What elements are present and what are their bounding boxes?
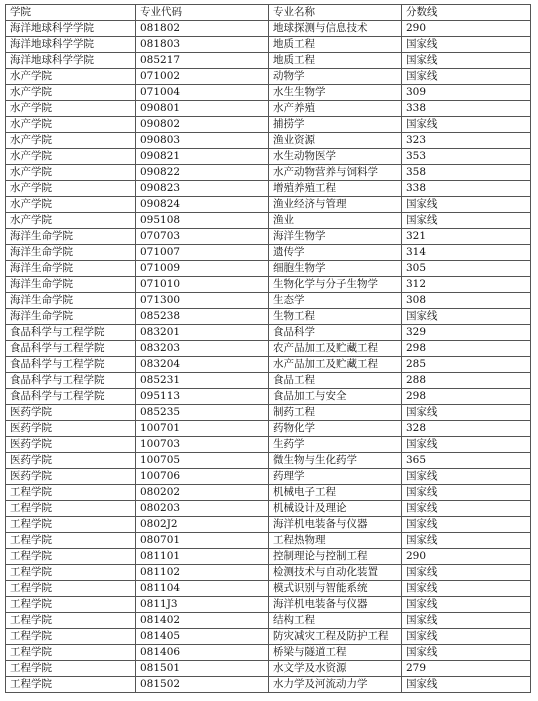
cell-major-code: 081803: [136, 37, 269, 53]
cell-major-code: 090821: [136, 149, 269, 165]
cell-major-name: 药物化学: [269, 421, 402, 437]
cell-score-line: 298: [402, 389, 531, 405]
table-row: [6, 517, 531, 533]
table-row: [6, 469, 531, 485]
cell-college: 工程学院: [6, 613, 136, 629]
cell-major-code: 090823: [136, 181, 269, 197]
cell-score-line: 国家线: [402, 37, 531, 53]
cell-major-code: 083203: [136, 341, 269, 357]
cell-college: 水产学院: [6, 197, 136, 213]
cell-major-code: 081402: [136, 613, 269, 629]
cell-major-code: 0802J2: [136, 517, 269, 533]
cell-major-name: 细胞生物学: [269, 261, 402, 277]
cell-major-name: 食品科学: [269, 325, 402, 341]
cell-major-name: 海洋机电装备与仪器: [269, 517, 402, 533]
cell-major-name: 机械设计及理论: [269, 501, 402, 517]
cell-major-name: 食品工程: [269, 373, 402, 389]
cell-major-name: 控制理论与控制工程: [269, 549, 402, 565]
cell-score-line: 国家线: [402, 629, 531, 645]
table-row: [6, 357, 531, 373]
cell-score-line: 国家线: [402, 117, 531, 133]
table-row: [6, 581, 531, 597]
table-row: [6, 565, 531, 581]
cell-major-code: 0811J3: [136, 597, 269, 613]
cell-college: 水产学院: [6, 149, 136, 165]
table-row: [6, 421, 531, 437]
cell-major-code: 090802: [136, 117, 269, 133]
cell-score-line: 国家线: [402, 501, 531, 517]
cell-major-code: 081101: [136, 549, 269, 565]
cell-college: 医药学院: [6, 469, 136, 485]
cell-score-line: 国家线: [402, 485, 531, 501]
cell-college: 海洋生命学院: [6, 229, 136, 245]
table-row: [6, 53, 531, 69]
cell-college: 海洋地球科学学院: [6, 37, 136, 53]
cell-score-line: 国家线: [402, 197, 531, 213]
cell-college: 海洋生命学院: [6, 277, 136, 293]
cell-score-line: 国家线: [402, 677, 531, 693]
cell-score-line: 国家线: [402, 645, 531, 661]
cell-major-code: 071010: [136, 277, 269, 293]
cell-college: 医药学院: [6, 405, 136, 421]
cell-major-code: 090822: [136, 165, 269, 181]
header-major-code: 专业代码: [136, 5, 269, 21]
cell-major-name: 食品加工与安全: [269, 389, 402, 405]
cell-college: 食品科学与工程学院: [6, 389, 136, 405]
cell-major-code: 081102: [136, 565, 269, 581]
cell-college: 工程学院: [6, 597, 136, 613]
cell-score-line: 国家线: [402, 581, 531, 597]
cell-score-line: 290: [402, 21, 531, 37]
table-row: [6, 293, 531, 309]
cell-college: 水产学院: [6, 101, 136, 117]
score-table: [5, 4, 531, 693]
cell-score-line: 国家线: [402, 597, 531, 613]
cell-score-line: 288: [402, 373, 531, 389]
cell-college: 水产学院: [6, 133, 136, 149]
cell-score-line: 321: [402, 229, 531, 245]
cell-score-line: 312: [402, 277, 531, 293]
cell-college: 医药学院: [6, 437, 136, 453]
cell-score-line: 338: [402, 181, 531, 197]
cell-college: 医药学院: [6, 453, 136, 469]
table-row: [6, 261, 531, 277]
cell-major-name: 渔业资源: [269, 133, 402, 149]
cell-major-code: 090803: [136, 133, 269, 149]
table-row: [6, 629, 531, 645]
cell-major-name: 防灾减灾工程及防护工程: [269, 629, 402, 645]
cell-major-name: 生态学: [269, 293, 402, 309]
cell-college: 水产学院: [6, 85, 136, 101]
cell-college: 海洋生命学院: [6, 293, 136, 309]
cell-score-line: 国家线: [402, 405, 531, 421]
table-row: [6, 453, 531, 469]
cell-college: 食品科学与工程学院: [6, 373, 136, 389]
header-major-name: 专业名称: [269, 5, 402, 21]
cell-score-line: 国家线: [402, 69, 531, 85]
cell-score-line: 353: [402, 149, 531, 165]
table-row: [6, 21, 531, 37]
cell-score-line: 323: [402, 133, 531, 149]
cell-major-name: 地质工程: [269, 53, 402, 69]
cell-score-line: 国家线: [402, 213, 531, 229]
cell-major-name: 水产品加工及贮藏工程: [269, 357, 402, 373]
cell-major-code: 100701: [136, 421, 269, 437]
cell-score-line: 328: [402, 421, 531, 437]
cell-college: 水产学院: [6, 213, 136, 229]
cell-major-code: 080203: [136, 501, 269, 517]
cell-college: 工程学院: [6, 501, 136, 517]
table-row: [6, 133, 531, 149]
cell-major-name: 微生物与生化药学: [269, 453, 402, 469]
cell-major-name: 结构工程: [269, 613, 402, 629]
cell-score-line: 358: [402, 165, 531, 181]
cell-major-name: 海洋生物学: [269, 229, 402, 245]
cell-major-code: 100703: [136, 437, 269, 453]
cell-college: 海洋生命学院: [6, 245, 136, 261]
cell-major-code: 081501: [136, 661, 269, 677]
table-row: [6, 101, 531, 117]
cell-major-code: 071007: [136, 245, 269, 261]
cell-college: 食品科学与工程学院: [6, 325, 136, 341]
table-row: [6, 69, 531, 85]
cell-major-code: 090824: [136, 197, 269, 213]
cell-college: 海洋生命学院: [6, 309, 136, 325]
table-row: [6, 309, 531, 325]
cell-college: 海洋生命学院: [6, 261, 136, 277]
table-row: [6, 325, 531, 341]
table-row: [6, 661, 531, 677]
cell-major-name: 生物化学与分子生物学: [269, 277, 402, 293]
cell-college: 海洋地球科学学院: [6, 21, 136, 37]
cell-major-code: 071009: [136, 261, 269, 277]
table-row: [6, 485, 531, 501]
header-college: 学院: [6, 5, 136, 21]
cell-major-name: 药理学: [269, 469, 402, 485]
cell-major-name: 地球探测与信息技术: [269, 21, 402, 37]
table-row: [6, 213, 531, 229]
cell-major-name: 工程热物理: [269, 533, 402, 549]
cell-major-code: 080202: [136, 485, 269, 501]
cell-major-name: 渔业经济与管理: [269, 197, 402, 213]
cell-major-name: 水力学及河流动力学: [269, 677, 402, 693]
table-row: [6, 597, 531, 613]
cell-college: 水产学院: [6, 117, 136, 133]
table-row: [6, 117, 531, 133]
cell-major-name: 水产养殖: [269, 101, 402, 117]
cell-college: 工程学院: [6, 645, 136, 661]
table-row: [6, 373, 531, 389]
cell-major-code: 081405: [136, 629, 269, 645]
score-table-container: [5, 4, 531, 693]
cell-college: 工程学院: [6, 533, 136, 549]
cell-major-code: 080701: [136, 533, 269, 549]
cell-major-code: 100706: [136, 469, 269, 485]
cell-college: 食品科学与工程学院: [6, 357, 136, 373]
cell-score-line: 国家线: [402, 517, 531, 533]
table-row: [6, 85, 531, 101]
cell-college: 水产学院: [6, 69, 136, 85]
cell-college: 水产学院: [6, 181, 136, 197]
cell-major-name: 水文学及水资源: [269, 661, 402, 677]
cell-score-line: 国家线: [402, 53, 531, 69]
table-row: [6, 645, 531, 661]
table-row: [6, 37, 531, 53]
cell-major-name: 渔业: [269, 213, 402, 229]
cell-major-name: 增殖养殖工程: [269, 181, 402, 197]
cell-college: 工程学院: [6, 581, 136, 597]
cell-score-line: 308: [402, 293, 531, 309]
cell-major-code: 085238: [136, 309, 269, 325]
cell-college: 工程学院: [6, 661, 136, 677]
cell-major-code: 085235: [136, 405, 269, 421]
table-row: [6, 149, 531, 165]
cell-major-name: 水生生物学: [269, 85, 402, 101]
table-row: [6, 677, 531, 693]
cell-college: 海洋地球科学学院: [6, 53, 136, 69]
cell-score-line: 365: [402, 453, 531, 469]
cell-major-name: 水产动物营养与饲料学: [269, 165, 402, 181]
table-row: [6, 229, 531, 245]
table-row: [6, 405, 531, 421]
cell-college: 工程学院: [6, 565, 136, 581]
cell-major-code: 071300: [136, 293, 269, 309]
cell-major-name: 生物工程: [269, 309, 402, 325]
cell-score-line: 305: [402, 261, 531, 277]
cell-score-line: 279: [402, 661, 531, 677]
table-row: [6, 245, 531, 261]
cell-major-name: 遗传学: [269, 245, 402, 261]
cell-college: 工程学院: [6, 677, 136, 693]
cell-major-code: 090801: [136, 101, 269, 117]
cell-college: 工程学院: [6, 485, 136, 501]
cell-major-code: 085231: [136, 373, 269, 389]
cell-major-code: 081802: [136, 21, 269, 37]
cell-score-line: 285: [402, 357, 531, 373]
cell-major-code: 083201: [136, 325, 269, 341]
cell-major-code: 095108: [136, 213, 269, 229]
cell-major-code: 083204: [136, 357, 269, 373]
cell-major-name: 农产品加工及贮藏工程: [269, 341, 402, 357]
table-row: [6, 549, 531, 565]
cell-score-line: 国家线: [402, 565, 531, 581]
cell-score-line: 国家线: [402, 469, 531, 485]
cell-major-code: 081104: [136, 581, 269, 597]
table-row: [6, 389, 531, 405]
cell-college: 水产学院: [6, 165, 136, 181]
cell-major-name: 动物学: [269, 69, 402, 85]
cell-major-name: 机械电子工程: [269, 485, 402, 501]
table-body: [6, 21, 531, 693]
cell-score-line: 309: [402, 85, 531, 101]
table-row: [6, 501, 531, 517]
cell-college: 医药学院: [6, 421, 136, 437]
table-row: [6, 613, 531, 629]
cell-major-name: 模式识别与智能系统: [269, 581, 402, 597]
cell-major-code: 071004: [136, 85, 269, 101]
cell-score-line: 国家线: [402, 613, 531, 629]
cell-major-name: 地质工程: [269, 37, 402, 53]
cell-college: 食品科学与工程学院: [6, 341, 136, 357]
table-row: [6, 197, 531, 213]
cell-major-name: 水生动物医学: [269, 149, 402, 165]
cell-college: 工程学院: [6, 629, 136, 645]
cell-college: 工程学院: [6, 517, 136, 533]
cell-major-code: 081502: [136, 677, 269, 693]
cell-score-line: 314: [402, 245, 531, 261]
cell-major-code: 085217: [136, 53, 269, 69]
table-row: [6, 181, 531, 197]
table-row: [6, 341, 531, 357]
cell-score-line: 298: [402, 341, 531, 357]
cell-major-name: 捕捞学: [269, 117, 402, 133]
table-row: [6, 533, 531, 549]
cell-major-name: 海洋机电装备与仪器: [269, 597, 402, 613]
header-score-line: 分数线: [402, 5, 531, 21]
cell-score-line: 290: [402, 549, 531, 565]
cell-score-line: 338: [402, 101, 531, 117]
cell-score-line: 国家线: [402, 533, 531, 549]
cell-major-name: 检测技术与自动化装置: [269, 565, 402, 581]
cell-score-line: 国家线: [402, 437, 531, 453]
table-row: [6, 277, 531, 293]
cell-major-code: 071002: [136, 69, 269, 85]
cell-major-name: 生药学: [269, 437, 402, 453]
table-row: [6, 165, 531, 181]
cell-score-line: 329: [402, 325, 531, 341]
header-row: [6, 5, 531, 21]
cell-college: 工程学院: [6, 549, 136, 565]
cell-major-code: 081406: [136, 645, 269, 661]
table-row: [6, 437, 531, 453]
cell-major-name: 桥梁与隧道工程: [269, 645, 402, 661]
cell-major-code: 070703: [136, 229, 269, 245]
cell-major-code: 095113: [136, 389, 269, 405]
cell-major-name: 制药工程: [269, 405, 402, 421]
cell-major-code: 100705: [136, 453, 269, 469]
cell-score-line: 国家线: [402, 309, 531, 325]
